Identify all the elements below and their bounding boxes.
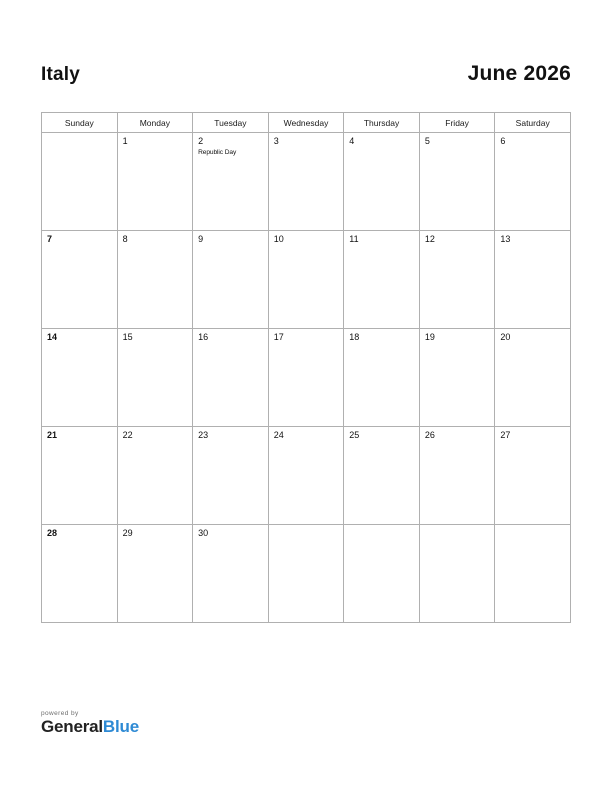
logo-text-blue: Blue	[102, 717, 139, 736]
logo-text-general: General	[41, 717, 103, 736]
calendar-day-cell[interactable]	[42, 525, 118, 623]
calendar-day-cell[interactable]	[495, 133, 571, 231]
calendar-week-row	[42, 525, 571, 623]
calendar-day-cell[interactable]	[268, 329, 344, 427]
calendar-day-cell[interactable]	[193, 329, 269, 427]
day-number: 8	[122, 234, 128, 244]
calendar-day-cell[interactable]	[117, 231, 193, 329]
day-number: 12	[424, 234, 435, 244]
day-number: 30	[198, 528, 209, 538]
calendar-week-row	[42, 329, 571, 427]
powered-by-label: powered by	[41, 710, 79, 717]
calendar-day-cell[interactable]	[117, 427, 193, 525]
day-number: 5	[424, 136, 430, 146]
month-year-title: June 2026	[467, 62, 571, 85]
calendar-day-cell[interactable]	[42, 231, 118, 329]
calendar-day-cell[interactable]	[42, 427, 118, 525]
day-number: 27	[500, 430, 511, 440]
day-number: 18	[349, 332, 360, 342]
calendar-day-cell[interactable]	[419, 133, 495, 231]
day-number: 23	[198, 430, 209, 440]
day-number: 25	[349, 430, 360, 440]
calendar-week-row	[42, 133, 571, 231]
day-number: 11	[349, 234, 359, 244]
calendar-day-cell[interactable]	[495, 427, 571, 525]
day-number: 19	[424, 332, 435, 342]
day-number: 6	[500, 136, 506, 146]
day-number: 4	[349, 136, 355, 146]
calendar-day-cell[interactable]	[268, 427, 344, 525]
day-number: 24	[273, 430, 284, 440]
day-number: 13	[500, 234, 511, 244]
weekday-header-row	[42, 113, 571, 133]
day-number: 16	[198, 332, 209, 342]
generalblue-logo[interactable]	[41, 718, 341, 736]
day-number: 2	[198, 136, 204, 146]
calendar-day-cell[interactable]	[42, 133, 118, 231]
calendar-day-cell[interactable]	[117, 525, 193, 623]
calendar-day-cell[interactable]	[268, 133, 344, 231]
calendar-day-cell[interactable]	[42, 329, 118, 427]
calendar-day-cell[interactable]	[268, 231, 344, 329]
day-number: 9	[198, 234, 204, 244]
calendar-week-row	[42, 427, 571, 525]
day-event: Republic Day	[198, 149, 237, 156]
calendar-day-cell-empty	[419, 525, 495, 623]
weekday-header-thursday: Thursday	[344, 113, 420, 133]
calendar-day-cell[interactable]	[193, 427, 269, 525]
page-header	[41, 0, 571, 86]
calendar-day-cell[interactable]	[495, 329, 571, 427]
day-number: 29	[122, 528, 133, 538]
weekday-header-wednesday: Wednesday	[268, 113, 344, 133]
calendar-day-cell[interactable]	[419, 329, 495, 427]
country-title: Italy	[41, 64, 81, 85]
calendar-day-cell[interactable]	[495, 231, 571, 329]
day-number: 1	[122, 136, 128, 146]
calendar-grid	[41, 112, 571, 623]
calendar-day-cell[interactable]	[419, 427, 495, 525]
calendar-day-cell[interactable]	[117, 329, 193, 427]
day-number: 10	[273, 234, 284, 244]
day-number: 26	[424, 430, 435, 440]
calendar-day-cell-empty	[344, 525, 420, 623]
calendar-day-cell[interactable]	[193, 231, 269, 329]
weekday-header-sunday: Sunday	[42, 113, 118, 133]
day-number: 28	[47, 528, 58, 538]
calendar-day-cell[interactable]	[344, 231, 420, 329]
calendar-week-row	[42, 231, 571, 329]
weekday-header-tuesday: Tuesday	[193, 113, 269, 133]
calendar-day-cell[interactable]	[193, 525, 269, 623]
day-number: 17	[273, 332, 284, 342]
calendar-day-cell[interactable]	[344, 427, 420, 525]
weekday-header-friday: Friday	[419, 113, 495, 133]
calendar-day-cell[interactable]	[419, 231, 495, 329]
day-number: 14	[47, 332, 58, 342]
calendar-day-cell[interactable]	[193, 133, 269, 231]
weekday-header-monday: Monday	[117, 113, 193, 133]
calendar-day-cell[interactable]	[344, 133, 420, 231]
calendar-day-cell[interactable]	[344, 329, 420, 427]
day-number: 21	[47, 430, 58, 440]
weekday-header-saturday: Saturday	[495, 113, 571, 133]
calendar-day-cell[interactable]	[117, 133, 193, 231]
day-number: 15	[122, 332, 133, 342]
calendar-day-cell-empty	[495, 525, 571, 623]
calendar-day-cell-empty	[268, 525, 344, 623]
day-number: 3	[273, 136, 279, 146]
day-number: 20	[500, 332, 511, 342]
day-number: 22	[122, 430, 133, 440]
footer-branding	[41, 710, 341, 736]
day-number: 7	[47, 234, 53, 244]
